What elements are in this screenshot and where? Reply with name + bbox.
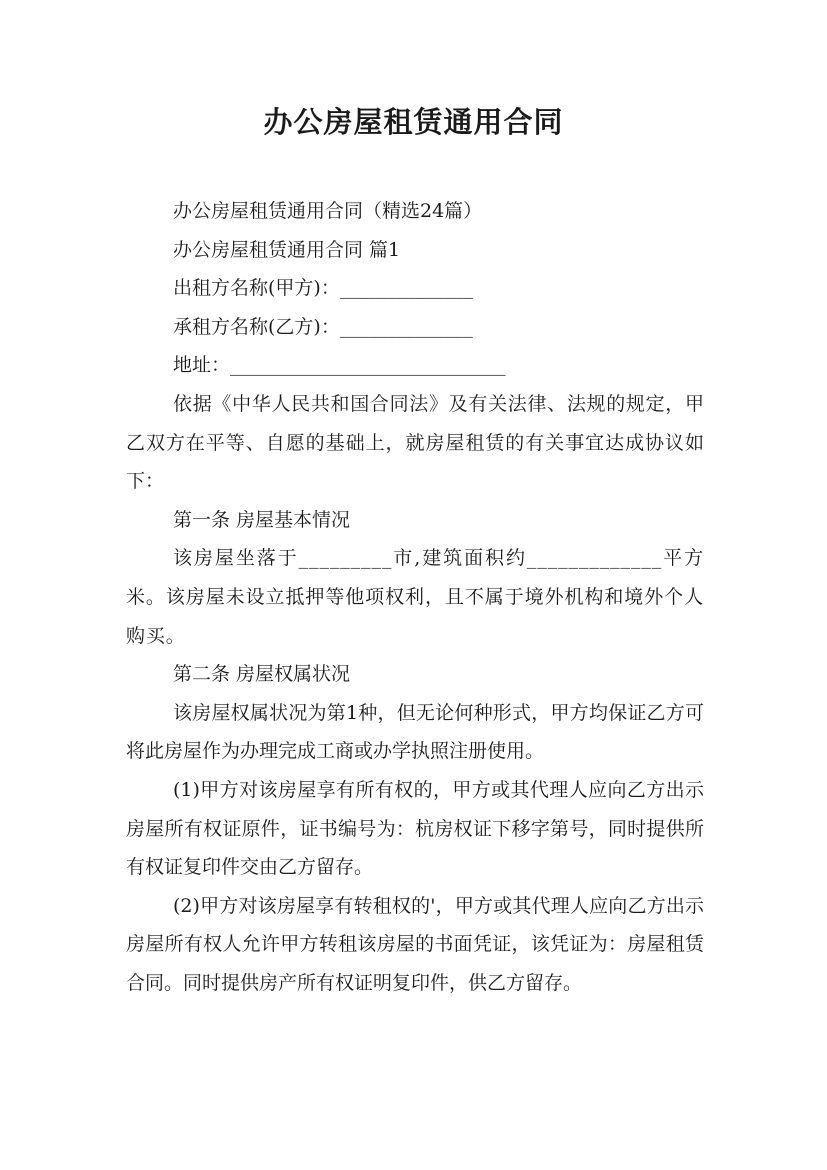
- paragraph-address: 地址：_____________________________: [173, 354, 506, 377]
- document-body: [126, 192, 704, 1002]
- paragraph-article-1-body: 该房屋坐落于_________市,建筑面积约_____________平方米。该房屋未设立抵押等他项权利，且不属于境外机构和境外个人购买。: [126, 547, 704, 647]
- paragraph-lessee-name: 承租方名称(乙方)：______________: [173, 315, 473, 338]
- paragraph-article-1-heading: 第一条 房屋基本情况: [173, 508, 351, 531]
- paragraph-clause-1: (1)甲方对该房屋享有所有权的，甲方或其代理人应向乙方出示房屋所有权证原件，证书编号为：杭房权证下移字第号，同时提供所有权证复印件交由乙方留存。: [126, 778, 704, 879]
- paragraph-clause-2: (2)甲方对该房屋享有转租权的'，甲方或其代理人应向乙方出示房屋所有权人允许甲方转租该房屋的书面凭证，该凭证为：房屋租赁合同。同时提供房产所有权证明复印件，供乙方留存。: [126, 894, 704, 994]
- paragraph-subtitle: 办公房屋租赁通用合同（精选24篇）: [173, 200, 483, 222]
- paragraph-section-heading: 办公房屋租赁通用合同 篇1: [173, 238, 401, 261]
- paragraph-article-2-body: 该房屋权属状况为第1种，但无论何种形式，甲方均保证乙方可将此房屋作为办理完成工商或办学执照注册使用。: [126, 701, 704, 763]
- paragraph-lessor-name: 出租方名称(甲方)：______________: [173, 277, 473, 300]
- paragraph-article-2-heading: 第二条 房屋权属状况: [173, 663, 351, 686]
- document-title: 办公房屋租赁通用合同: [263, 105, 564, 139]
- paragraph-preamble: 依据《中华人民共和国合同法》及有关法律、法规的规定，甲乙双方在平等、自愿的基础上，就房屋租赁的有关事宜达成协议如下：: [126, 392, 704, 493]
